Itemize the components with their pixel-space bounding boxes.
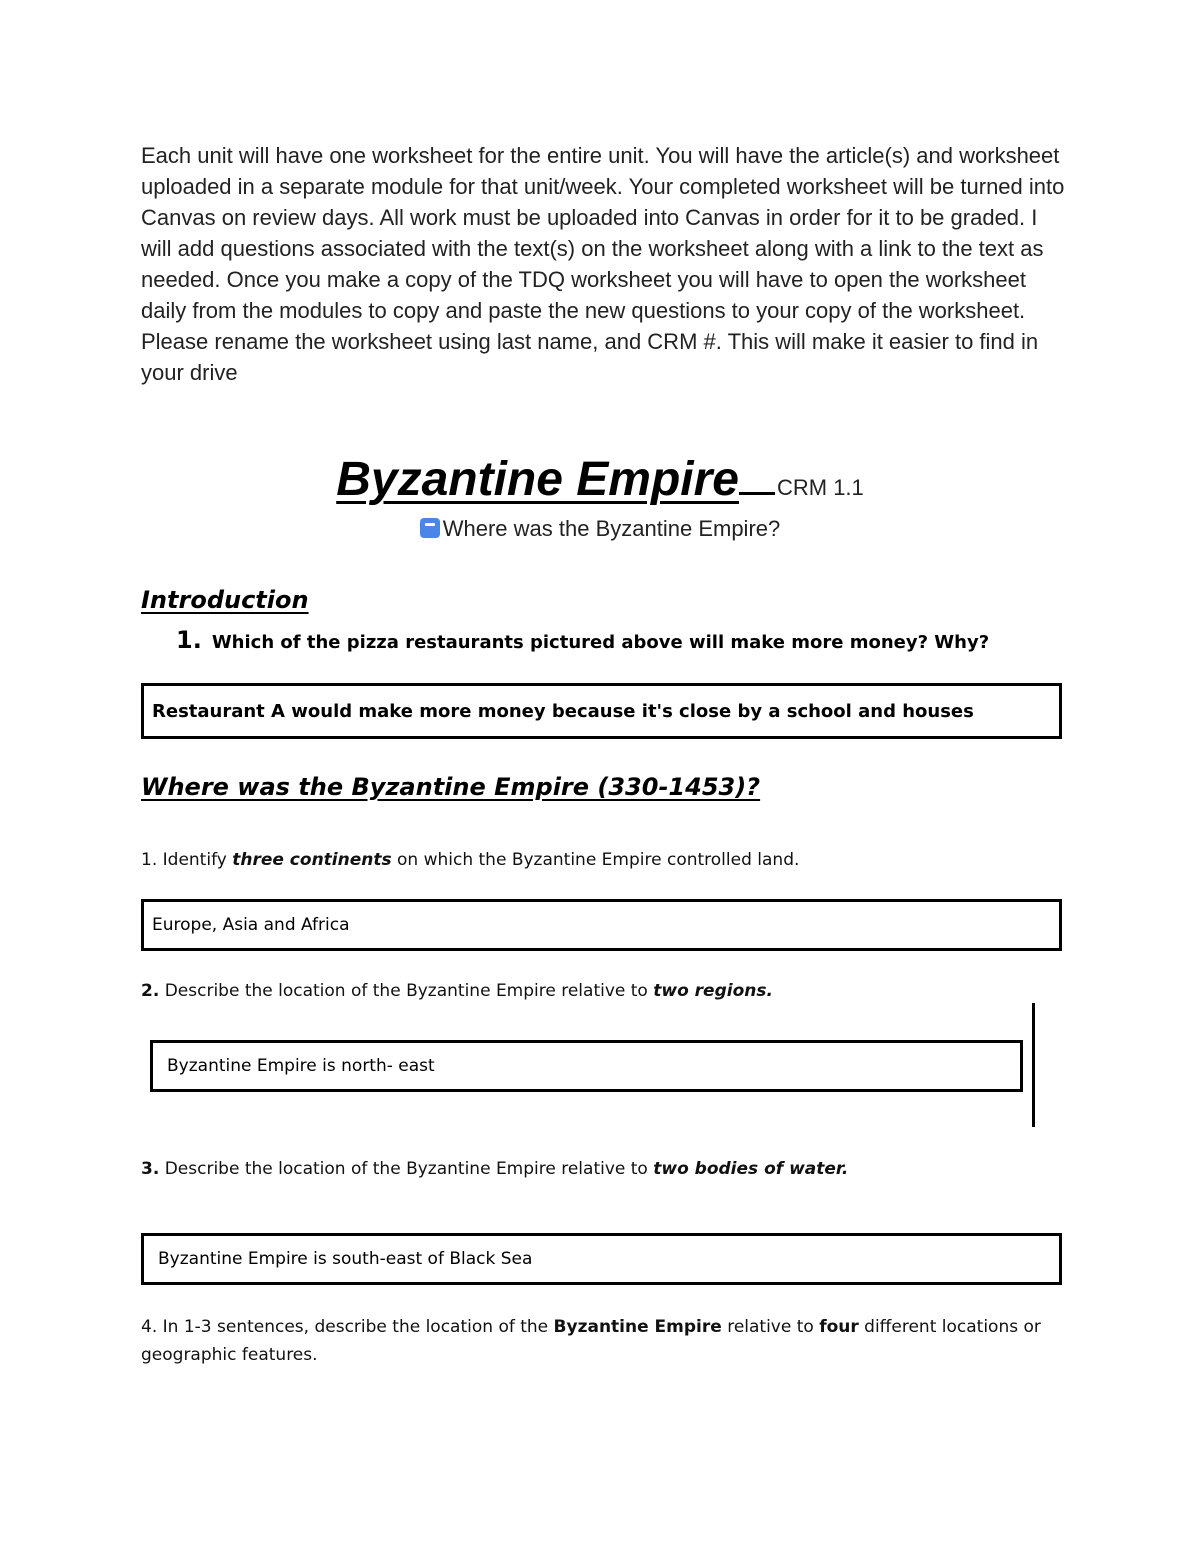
section-heading: Where was the Byzantine Empire (330-1453)? — [141, 773, 761, 801]
question-2 — [141, 981, 773, 1001]
answer-text: Restaurant A would make more money because it's close by a school and houses — [152, 700, 974, 722]
title-underline-gap — [739, 491, 775, 495]
question-1 — [141, 850, 799, 870]
answer-box-3[interactable] — [141, 1233, 1062, 1285]
question-text: Which of the pizza restaurants pictured above will make more money? Why? — [211, 632, 990, 653]
answer-text: Byzantine Empire is south-east of Black Sea — [158, 1249, 533, 1269]
question-emphasis: two bodies of water. — [653, 1159, 849, 1179]
introduction-question-1 — [176, 626, 989, 654]
introduction-answer-box[interactable] — [141, 683, 1062, 739]
answer-text: Byzantine Empire is north- east — [167, 1056, 435, 1076]
question-emphasis-1: Byzantine Empire — [553, 1317, 722, 1337]
introduction-heading: Introduction — [141, 586, 309, 614]
question-number: 3. — [141, 1159, 160, 1179]
answer-box-2[interactable] — [150, 1040, 1023, 1092]
question-text-pre: Describe the location of the Byzantine Empire relative to — [164, 981, 654, 1001]
question-text-pre: In 1-3 sentences, describe the location of the — [162, 1317, 554, 1337]
question-number: 1. — [141, 850, 158, 870]
question-4 — [141, 1313, 1061, 1369]
byzantine-link-text[interactable]: Where was the Byzantine Empire? — [442, 516, 781, 541]
intro-paragraph: Each unit will have one worksheet for the entire unit. You will have the article(s) and worksheet uploaded in a separate module for that unit/week. Your completed worksheet will be turned into Canvas on review days. All work must be uploaded into Canvas in order for it to be graded. I will add questions associated with the text(s) on the worksheet along with a link to the text as needed. Once you make a copy of the TDQ worksheet you will have to open the worksheet daily from the modules to copy and paste the new questions to your copy of the worksheet. Please rename the worksheet using last name, and CRM #. This will make it easier to find in your drive — [141, 143, 1065, 385]
question-emphasis-2: four — [819, 1317, 859, 1337]
question-3 — [141, 1159, 848, 1179]
question-emphasis: three continents — [232, 850, 392, 870]
answer-box-1[interactable] — [141, 899, 1062, 951]
question-text-post: different locations or geographic features. — [141, 1317, 1041, 1365]
crm-label: CRM 1.1 — [776, 475, 864, 500]
question-text-pre: Describe the location of the Byzantine Empire relative to — [164, 1159, 654, 1179]
question-text-mid: relative to — [721, 1317, 820, 1337]
question-text-post: on which the Byzantine Empire controlled land. — [391, 850, 800, 870]
question-text-pre: Identify — [162, 850, 233, 870]
vertical-divider — [1032, 1003, 1035, 1127]
byzantine-link[interactable] — [0, 516, 1200, 542]
link-chip-icon — [420, 518, 440, 538]
title-row — [0, 452, 1200, 507]
question-number: 1. — [176, 626, 202, 654]
question-emphasis: two regions. — [653, 981, 773, 1001]
page-title: Byzantine Empire — [336, 453, 739, 506]
question-number: 2. — [141, 981, 160, 1001]
question-number: 4. — [141, 1317, 158, 1337]
answer-text: Europe, Asia and Africa — [152, 915, 350, 935]
